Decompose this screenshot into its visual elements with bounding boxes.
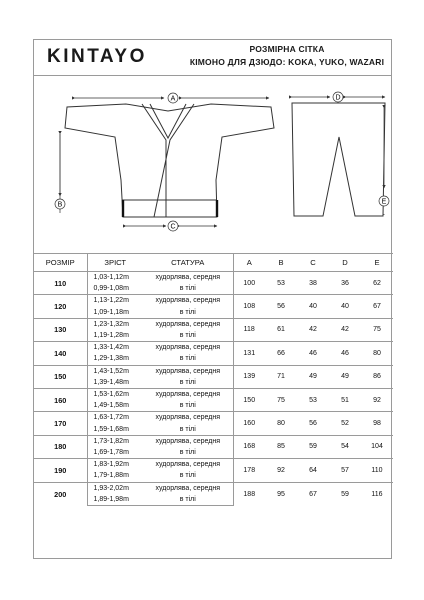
measure-b-cell: 75	[265, 389, 297, 412]
measure-e-cell: 116	[361, 482, 393, 505]
build-cell: худорлява, середня	[143, 295, 233, 307]
build-cell: в тілі	[179, 355, 196, 363]
size-table	[34, 253, 393, 506]
kimono-diagram	[34, 76, 393, 252]
measure-d-cell: 36	[329, 272, 361, 295]
measure-c-cell: 49	[297, 365, 329, 388]
height-cell: 1,73-1,82m	[87, 435, 143, 447]
col-header-e: E	[361, 254, 393, 272]
build-cell: в тілі	[179, 332, 196, 340]
col-header-b: B	[265, 254, 297, 272]
measure-a-cell: 188	[233, 482, 265, 505]
svg-text:D: D	[335, 94, 341, 102]
build-cell: в тілі	[179, 472, 196, 480]
measure-b-cell: 71	[265, 365, 297, 388]
height-cell: 1,53-1,62m	[87, 389, 143, 401]
measure-e-cell: 67	[361, 295, 393, 318]
dimension-label-d	[333, 92, 343, 102]
dimension-label-b	[55, 199, 65, 209]
measure-e-cell: 86	[361, 365, 393, 388]
dimension-label-a	[168, 93, 178, 103]
title-line-1: РОЗМІРНА СІТКА	[249, 44, 325, 54]
build-cell: худорлява, середня	[143, 318, 233, 330]
height-cell: 1,13-1,22m	[87, 295, 143, 307]
dimension-lines	[57, 94, 385, 226]
build-cell: в тілі	[179, 449, 196, 457]
measure-a-cell: 108	[233, 295, 265, 318]
size-cell: 120	[34, 295, 87, 318]
measure-a-cell: 131	[233, 342, 265, 365]
table-row	[34, 318, 393, 330]
svg-text:E: E	[381, 198, 387, 206]
build-cell: худорлява, середня	[143, 342, 233, 354]
measure-b-cell: 66	[265, 342, 297, 365]
measure-e-cell: 104	[361, 435, 393, 458]
table-row	[34, 295, 393, 307]
measure-a-cell: 168	[233, 435, 265, 458]
build-cell: худорлява, середня	[143, 365, 233, 377]
size-cell: 140	[34, 342, 87, 365]
measure-b-cell: 85	[265, 435, 297, 458]
table-row	[34, 412, 393, 424]
table-body	[34, 272, 393, 506]
measure-b-cell: 80	[265, 412, 297, 435]
jacket-outline	[65, 104, 274, 217]
height-cell: 1,19-1,28m	[87, 330, 143, 342]
height-cell: 1,03-1,12m	[87, 272, 143, 284]
table-row	[34, 272, 393, 284]
size-cell: 200	[34, 482, 87, 505]
svg-text:C: C	[170, 223, 176, 231]
brand-logo: KINTAYO	[47, 46, 147, 67]
size-cell: 160	[34, 389, 87, 412]
build-cell: в тілі	[179, 425, 196, 433]
svg-text:B: B	[57, 201, 63, 209]
size-cell: 170	[34, 412, 87, 435]
col-header-a: A	[233, 254, 265, 272]
col-header-d: D	[329, 254, 361, 272]
height-cell: 1,09-1,18m	[87, 307, 143, 319]
measure-c-cell: 53	[297, 389, 329, 412]
measure-a-cell: 178	[233, 459, 265, 482]
col-header-height: ЗРІСТ	[87, 254, 143, 272]
measure-b-cell: 53	[265, 272, 297, 295]
measure-b-cell: 56	[265, 295, 297, 318]
measure-e-cell: 75	[361, 318, 393, 341]
height-cell: 1,49-1,58m	[87, 400, 143, 412]
table-row	[34, 482, 393, 494]
size-cell: 110	[34, 272, 87, 295]
build-cell: худорлява, середня	[143, 435, 233, 447]
height-cell: 1,39-1,48m	[87, 377, 143, 389]
measure-a-cell: 118	[233, 318, 265, 341]
height-cell: 1,23-1,32m	[87, 318, 143, 330]
pants-outline	[292, 103, 385, 216]
measure-d-cell: 46	[329, 342, 361, 365]
measure-d-cell: 42	[329, 318, 361, 341]
height-cell: 1,93-2,02m	[87, 482, 143, 494]
measure-c-cell: 56	[297, 412, 329, 435]
measure-d-cell: 54	[329, 435, 361, 458]
col-header-build: СТАТУРА	[143, 254, 233, 272]
size-cell: 130	[34, 318, 87, 341]
measure-b-cell: 61	[265, 318, 297, 341]
table-header-row	[34, 254, 393, 272]
build-cell: в тілі	[179, 402, 196, 410]
height-cell: 1,89-1,98m	[87, 494, 143, 506]
height-cell: 1,43-1,52m	[87, 365, 143, 377]
measure-a-cell: 160	[233, 412, 265, 435]
height-cell: 1,29-1,38m	[87, 353, 143, 365]
title-line-2: КІМОНО ДЛЯ ДЗЮДО: KOKA, YUKO, WAZARI	[189, 57, 385, 67]
height-cell: 1,59-1,68m	[87, 424, 143, 436]
build-cell: худорлява, середня	[143, 272, 233, 284]
height-cell: 1,63-1,72m	[87, 412, 143, 424]
size-cell: 190	[34, 459, 87, 482]
col-header-size: РОЗМІР	[34, 254, 87, 272]
measure-d-cell: 40	[329, 295, 361, 318]
measure-b-cell: 95	[265, 482, 297, 505]
build-cell: в тілі	[179, 308, 196, 316]
table-row	[34, 459, 393, 471]
measure-e-cell: 98	[361, 412, 393, 435]
measure-d-cell: 51	[329, 389, 361, 412]
build-cell: худорлява, середня	[143, 389, 233, 401]
build-cell: в тілі	[143, 494, 233, 506]
chart-titles	[182, 43, 392, 69]
svg-text:A: A	[170, 95, 176, 103]
dimension-label-c	[168, 221, 178, 231]
measure-c-cell: 64	[297, 459, 329, 482]
measure-d-cell: 52	[329, 412, 361, 435]
height-cell: 1,33-1,42m	[87, 342, 143, 354]
build-cell: худорлява, середня	[143, 412, 233, 424]
measure-c-cell: 42	[297, 318, 329, 341]
header	[34, 40, 391, 76]
height-cell: 0,99-1,08m	[87, 283, 143, 295]
table-row	[34, 342, 393, 354]
jacket-hem-marks	[123, 200, 217, 217]
measure-a-cell: 100	[233, 272, 265, 295]
measure-a-cell: 139	[233, 365, 265, 388]
table-row	[34, 435, 393, 447]
measure-e-cell: 62	[361, 272, 393, 295]
size-chart-sheet	[33, 39, 392, 559]
build-cell: в тілі	[179, 285, 196, 293]
table-row	[34, 365, 393, 377]
measure-e-cell: 92	[361, 389, 393, 412]
col-header-c: C	[297, 254, 329, 272]
measure-c-cell: 59	[297, 435, 329, 458]
measure-c-cell: 38	[297, 272, 329, 295]
height-cell: 1,79-1,88m	[87, 470, 143, 482]
measure-c-cell: 46	[297, 342, 329, 365]
height-cell: 1,69-1,78m	[87, 447, 143, 459]
measure-b-cell: 92	[265, 459, 297, 482]
height-cell: 1,83-1,92m	[87, 459, 143, 471]
size-cell: 150	[34, 365, 87, 388]
measure-c-cell: 67	[297, 482, 329, 505]
measure-e-cell: 110	[361, 459, 393, 482]
build-cell: худорлява, середня	[143, 459, 233, 471]
build-cell: худорлява, середня	[143, 482, 233, 494]
measure-d-cell: 49	[329, 365, 361, 388]
measure-d-cell: 57	[329, 459, 361, 482]
build-cell: в тілі	[179, 378, 196, 386]
measure-d-cell: 59	[329, 482, 361, 505]
dimension-label-e	[379, 196, 389, 206]
size-cell: 180	[34, 435, 87, 458]
measure-a-cell: 150	[233, 389, 265, 412]
measure-c-cell: 40	[297, 295, 329, 318]
table-row	[34, 389, 393, 401]
measure-e-cell: 80	[361, 342, 393, 365]
